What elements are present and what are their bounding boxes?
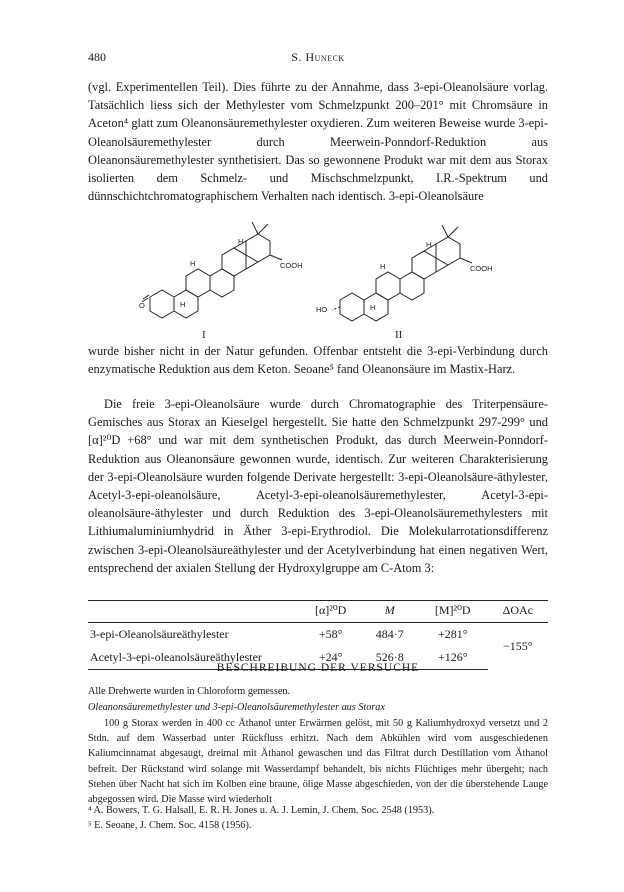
structure-figure (140, 202, 520, 342)
running-head: S. Huneck (291, 50, 345, 64)
row-m: 484·7 (375, 627, 404, 641)
paragraph-derivatives: Die freie 3-epi-Oleanolsäure wurde durch Chromatographie des Triterpensäure-Gemisches aus Storax an Kieselgel hergestellt. Sie hatte den Schmelzpunkt 297-299° und [α]²⁰D +68° und war mit dem synthetischen Produkt, das durch Meerwein-Ponndorf-Reduktion aus Oleanonsäure gewonnen wurde, identisch. Zur weiteren Charakterisierung der 3-epi-Oleanolsäure wurden folgende Derivate hergestellt: 3-epi-Oleanolsäure-äthylester, Acetyl-3-epi-oleanolsäure, Acetyl-3-epi-oleanolsäuremethylester, Acetyl-3-epi-oleanolsäure-äthylester und durch Reduktion des 3-epi-Oleanolsäuremethylesters mit Lithiumaluminiumhydrid in Äther 3-epi-Erythrodiol. Die Molekularrotationsdifferenz zwischen 3-epi-Oleanolsäureäthylester und der Acetylverbindung hat einen negativen Wert, entsprechend der axialen Stellung der Hydroxylgruppe am C-Atom 3: (88, 397, 548, 575)
structure-ii-label: II (395, 329, 403, 341)
table-header-m: M (362, 601, 418, 623)
page-number: 480 (88, 50, 106, 64)
structure-ii-h-bottom: H (370, 303, 376, 312)
section-subheading: Oleanonsäuremethylester und 3-epi-Oleanolsäuremethylester aus Storax (88, 702, 385, 713)
row-name: 3-epi-Oleanolsäureäthylester (90, 627, 229, 641)
row-alpha: +58° (318, 627, 343, 641)
table-header-delta: ΔOAc (488, 601, 548, 623)
table-row (88, 623, 548, 647)
table-header-alpha: [α]²⁰D (300, 601, 362, 623)
paragraph-natural-occurrence: wurde bisher nicht in der Natur gefunden. Offenbar entsteht die 3-epi-Verbindung durch enzymatische Reduktion aus dem Keton. Seoane⁵ fand Oleanonsäure im Mastix-Harz. (88, 344, 548, 377)
table-header-name (88, 601, 300, 623)
section-note: Alle Drehwerte wurden in Chloroform gemessen. (88, 686, 290, 697)
table-header-row (88, 601, 548, 623)
structure-ii-skeleton (332, 225, 472, 321)
structure-i-skeleton (142, 222, 282, 318)
structure-i-h-top: H (238, 237, 244, 246)
row-delta: −155° (503, 638, 533, 653)
page-header (88, 50, 548, 66)
structure-i-oxygen: O (139, 301, 145, 310)
structure-i-h-bottom: H (180, 300, 186, 309)
footnotes (88, 804, 548, 833)
structure-ii-cooh: COOH (470, 264, 493, 273)
structure-ii-h-mid: H (380, 262, 386, 271)
row-alpha: +24° (300, 646, 362, 670)
row-md: +126° (418, 646, 488, 670)
structure-i-label: I (202, 329, 206, 341)
structure-ii-hydroxyl: HO (316, 305, 328, 314)
footnote-5: ⁵ E. Seoane, J. Chem. Soc. 4158 (1956). (88, 819, 252, 831)
rotation-table (88, 600, 548, 670)
structural-formulas (140, 202, 520, 342)
paragraph-intro: (vgl. Experimentellen Teil). Dies führte zu der Annahme, dass 3-epi-Oleanolsäure vorlag. Tatsächlich liess sich der Methylester vom Schmelzpunkt 200–201° mit Chromsäure in Aceton⁴ glatt zum Oleanonsäuremethylester oxydieren. Zum weiteren Beweise wurde 3-epi-Oleanolsäuremethylester durch Meerwein-Ponndorf-Reduktion aus Oleanonsäuremethylester synthetisiert. Das so gewonnene Produkt war mit dem aus Storax isolierten dem Schmelz- und Mischschmelzpunkt, I.R.-Spektrum und dünnschichtchromatographischem Verhalten nach identisch. 3-epi-Oleanolsäure (88, 80, 548, 204)
row-name: Acetyl-3-epi-oleanolsäureäthylester (88, 646, 300, 670)
structure-i-h-mid: H (190, 259, 196, 268)
structure-ii-h-top: H (426, 240, 432, 249)
structure-i-cooh: COOH (280, 261, 303, 270)
row-md: +281° (437, 627, 468, 641)
footnote-4: ⁴ A. Bowers, T. G. Halsall, E. R. H. Jones u. A. J. Lemin, J. Chem. Soc. 2548 (1953). (88, 805, 435, 816)
section-title: BESCHREIBUNG DER VERSUCHE (216, 662, 420, 674)
row-m: 526·8 (362, 646, 418, 670)
table-header-md: [M]²⁰D (418, 601, 488, 623)
section-body: 100 g Storax werden in 400 cc Äthanol unter Erwärmen gelöst, mit 50 g Kaliumhydroxyd versetzt und 2 Stdn. auf dem Wasserbad unter Rückfluss erhitzt. Nach dem Abkühlen wird vom ausgeschiedenen Kaliumcinnamat abgesaugt, dreimal mit Äthanol gewaschen und das Filtrat durch Destillation vom Äthanol befreit. Der Rückstand wird solange mit Wasserdampf behandelt, bis nichts Flüchtiges mehr übergeht; nach Stehen über Nacht hat sich im Kolben eine braune, ölige Masse abgeschieden, von der die überstehende Lauge abgegossen wird. Die Masse wird wiederholt (88, 718, 548, 806)
